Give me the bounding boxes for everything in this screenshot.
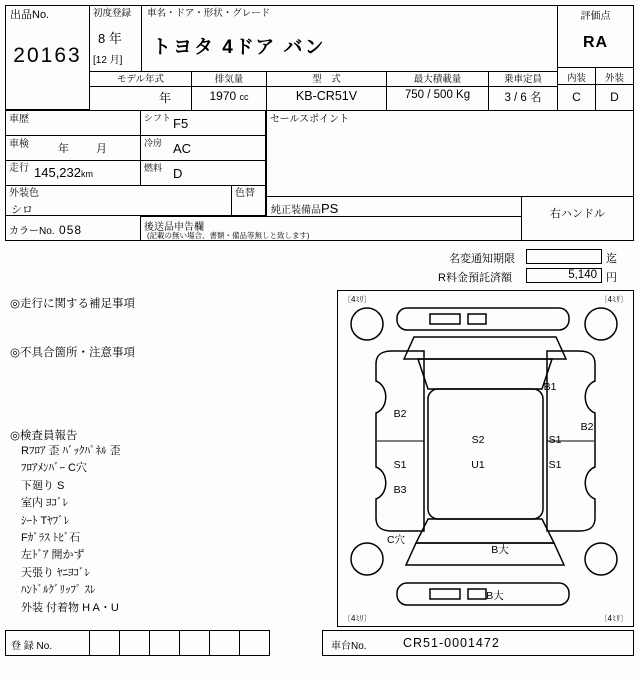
damage-code-b2-left: B2 xyxy=(393,408,407,420)
recycle-fee-value-box xyxy=(526,268,602,283)
registration-no-cell xyxy=(5,630,90,656)
inspector-report-list xyxy=(21,443,121,617)
displacement-value xyxy=(192,89,266,103)
equipment-label: 純正装備品 xyxy=(271,205,321,216)
section-inspector-report: ◎検査員報告 xyxy=(10,430,78,442)
front-grille xyxy=(468,314,486,324)
mileage-value: 145,232 xyxy=(34,165,81,180)
damage-code-b1: B1 xyxy=(543,381,557,393)
mileage-unit: km xyxy=(81,169,93,179)
displacement-cell xyxy=(191,71,267,111)
registration-no-blank-5 xyxy=(209,630,240,656)
aircon-cell xyxy=(140,135,267,161)
first-registration-label: 初度登録 xyxy=(93,8,132,19)
rear-window xyxy=(416,519,554,543)
shift-value: F5 xyxy=(173,116,189,131)
report-line: Fｶﾞﾗｽ ﾄﾋﾞ石 xyxy=(21,532,81,545)
capacity-cell xyxy=(488,71,558,111)
exterior-label: 外装 xyxy=(604,73,624,84)
color-change-cell xyxy=(231,185,267,216)
recycle-fee-suffix: 円 xyxy=(606,272,617,284)
report-line: 外装 付着物 H A・U xyxy=(21,601,119,614)
first-registration-cell xyxy=(89,5,142,72)
car-diagram xyxy=(338,291,633,626)
fuel-value: D xyxy=(173,166,183,181)
lot-number-value: 20163 xyxy=(13,44,82,67)
later-items-label: 後送品申告欄 xyxy=(144,222,204,233)
lot-number-label: 出品No. xyxy=(10,9,50,21)
damage-code-u1: U1 xyxy=(471,459,485,471)
damage-code-c-hole: C穴 xyxy=(386,534,406,546)
model-year-value: 年 xyxy=(158,91,171,105)
inspection-cell xyxy=(5,135,141,161)
max-load-cell xyxy=(386,71,489,111)
exterior-color-cell xyxy=(5,185,232,216)
max-load-label: 最大積載量 xyxy=(387,72,488,87)
mileage-value-wrap xyxy=(34,164,93,182)
fuel-cell xyxy=(140,160,267,186)
shift-label: シフト xyxy=(144,113,172,123)
tread-mark-bottom-right: 〔4ﾐﾘ〕 xyxy=(599,614,628,623)
exterior-color-value: シロ xyxy=(11,204,33,216)
model-code-label: 型 式 xyxy=(267,72,386,87)
grade-value: RA xyxy=(582,34,609,51)
rear-lamp xyxy=(468,589,486,599)
interior-label: 内装 xyxy=(566,73,586,84)
aircon-label: 冷房 xyxy=(144,138,163,148)
sales-point-label: セールスポイント xyxy=(270,114,350,125)
tire-rear-right xyxy=(585,543,617,575)
rear-plate xyxy=(430,589,460,599)
report-line: ﾊﾝﾄﾞﾙｸﾞﾘｯﾌﾟ ｽﾚ xyxy=(21,584,96,597)
interior-exterior-header-line xyxy=(558,84,633,85)
registration-no-label: 登 録 No. xyxy=(11,641,53,652)
color-no-value: 058 xyxy=(59,223,83,237)
color-no-wrap xyxy=(9,221,82,239)
front-panel xyxy=(404,337,566,359)
report-line: 天張り ﾔﾆﾖｺﾞﾚ xyxy=(21,566,91,579)
recycle-fee-label: R料金預託済額 xyxy=(438,272,512,284)
capacity-value: 3 / 6 名 xyxy=(504,92,542,104)
car-name-value: トヨタ 4ドア バン xyxy=(152,37,326,58)
damage-code-b2-right: B2 xyxy=(580,421,594,433)
section-mileage-notes: ◎走行に関する補足事項 xyxy=(10,298,136,310)
tire-front-left xyxy=(351,308,383,340)
interior-exterior-cell xyxy=(557,67,634,111)
rear-bumper xyxy=(397,583,569,605)
chassis-no-value: CR51-0001472 xyxy=(403,636,500,650)
later-items-cell xyxy=(140,216,522,241)
recycle-fee-value: 5,140 xyxy=(568,269,597,281)
tire-rear-left xyxy=(351,543,383,575)
tread-mark-top-left: 〔4ﾐﾘ〕 xyxy=(343,295,372,304)
registration-no-blank-4 xyxy=(179,630,210,656)
rear-panel xyxy=(406,543,564,565)
inspection-label: 車検 xyxy=(9,139,29,150)
damage-code-s2: S2 xyxy=(471,434,485,446)
grade-cell xyxy=(557,5,634,68)
front-plate xyxy=(430,314,460,324)
handle-cell xyxy=(521,196,634,241)
tread-mark-top-right: 〔4ﾐﾘ〕 xyxy=(599,295,628,304)
equipment-value: PS xyxy=(321,201,339,216)
registration-no-blank-6 xyxy=(239,630,270,656)
section-defects: ◎不具合箇所・注意事項 xyxy=(10,347,136,359)
first-registration-year: 8 年 xyxy=(98,31,122,46)
registration-no-blank-3 xyxy=(149,630,180,656)
windshield xyxy=(418,359,552,389)
name-change-label: 名変通知期限 xyxy=(449,253,515,265)
damage-code-b3: B3 xyxy=(393,484,407,496)
color-no-cell xyxy=(5,215,141,241)
inspection-value: 年 月 xyxy=(58,143,115,155)
color-change-label: 色替 xyxy=(235,188,255,199)
model-code-cell xyxy=(266,71,387,111)
exterior-grade: D xyxy=(610,90,619,104)
capacity-label: 乗車定員 xyxy=(489,72,557,87)
name-change-suffix: 迄 xyxy=(606,253,617,265)
tread-mark-bottom-left: 〔4ﾐﾘ〕 xyxy=(343,614,372,623)
registration-no-blank-1 xyxy=(89,630,120,656)
history-label: 車歴 xyxy=(9,114,29,125)
first-registration-month: [12 月] xyxy=(93,55,123,66)
front-bumper xyxy=(397,308,569,330)
name-change-value-box xyxy=(526,249,602,264)
grade-label: 評価点 xyxy=(580,11,611,22)
exterior-color-label: 外装色 xyxy=(9,188,39,199)
damage-code-b-large-rear: B大 xyxy=(491,544,509,556)
model-year-label: モデル年式 xyxy=(90,72,191,87)
damage-code-b-large-bumper: B大 xyxy=(486,590,504,602)
later-items-note: (記載の無い場合、書類・備品等無しと致します) xyxy=(147,231,310,240)
registration-no-blank-2 xyxy=(119,630,150,656)
damage-code-s1-left: S1 xyxy=(393,459,407,471)
aircon-value: AC xyxy=(173,141,192,156)
color-no-label: カラーNo. xyxy=(9,226,55,237)
chassis-no-cell xyxy=(322,630,634,656)
fuel-label: 燃料 xyxy=(144,163,163,173)
damage-code-s1-right-top: S1 xyxy=(548,434,562,446)
history-cell xyxy=(5,110,141,136)
model-year-cell xyxy=(89,71,192,111)
report-line: 室内 ﾖｺﾞﾚ xyxy=(21,497,69,510)
damage-code-s1-right-bottom: S1 xyxy=(548,459,562,471)
displacement-number: 1970 xyxy=(209,89,237,103)
roof-panel xyxy=(428,389,543,519)
car-name-label: 車名・ドア・形状・グレード xyxy=(147,8,271,19)
displacement-unit: cc xyxy=(239,92,249,102)
report-line: 下廻り S xyxy=(21,479,65,492)
report-line: ｼｰﾄ Tﾔﾌﾞﾚ xyxy=(21,514,70,527)
interior-grade: C xyxy=(572,90,581,104)
report-line: Rﾌﾛｱ 歪 ﾊﾞｯｸﾊﾟﾈﾙ 歪 xyxy=(21,445,121,457)
tire-front-right xyxy=(585,308,617,340)
model-code-value: KB-CR51V xyxy=(295,89,358,103)
car-name-cell xyxy=(141,5,558,72)
chassis-no-label: 車台No. xyxy=(331,641,367,652)
handle-value: 右ハンドル xyxy=(550,208,605,220)
damage-diagram-box xyxy=(337,290,634,627)
max-load-value: 750 / 500 Kg xyxy=(404,89,471,101)
sales-point-cell xyxy=(265,110,634,197)
report-line: ﾌﾛｱﾒﾝﾊﾞｰ C穴 xyxy=(21,462,87,475)
shift-cell xyxy=(140,110,267,136)
mileage-cell xyxy=(5,160,141,186)
displacement-label: 排気量 xyxy=(192,72,266,87)
equipment-cell xyxy=(265,196,522,217)
report-line: 左ﾄﾞｱ 開かず xyxy=(21,549,85,562)
lot-number-cell xyxy=(5,5,90,110)
mileage-label: 走行 xyxy=(9,163,29,174)
